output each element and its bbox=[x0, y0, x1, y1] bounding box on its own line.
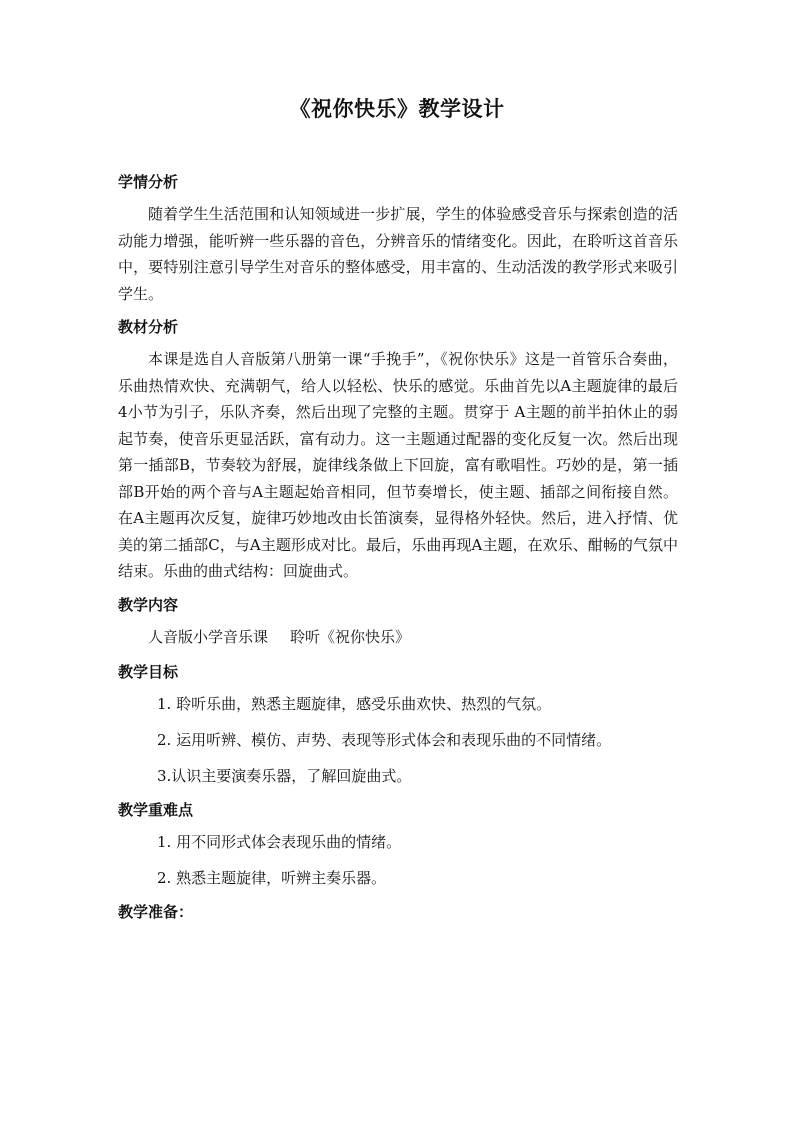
section-heading: 教学内容 bbox=[118, 595, 179, 614]
course-name: 人音版小学音乐课 bbox=[148, 627, 269, 646]
list-item: 1. 用不同形式体会表现乐曲的情绪。 bbox=[157, 832, 402, 851]
section-preparation bbox=[118, 901, 678, 923]
list-item: 2. 运用听辨、模仿、声势、表现等形式体会和表现乐曲的不同情绪。 bbox=[157, 730, 612, 749]
list-item: 2. 熟悉主题旋律，听辨主奏乐器。 bbox=[157, 868, 387, 887]
section-student-analysis bbox=[118, 171, 678, 307]
list-item: 3.认识主要演奏乐器，了解回旋曲式。 bbox=[157, 766, 412, 785]
section-heading: 教材分析 bbox=[118, 318, 179, 336]
section-material-analysis bbox=[118, 316, 678, 585]
paragraph: 本课是选自人音版第八册第一课“手挽手”，《祝你快乐》这是一首管乐合奏曲，乐曲热情欢快、充满朝气，给人以轻松、快乐的感觉。乐曲首先以A主题旋律的最后4小节为引子，乐队齐奏，然后出现了完整的主题。贯穿于 A主题的前半拍休止的弱起节奏，使音乐更显活跃，富有动力。这一主题通过配器的变化反复一次。然后出现第一插部B，节奏较为舒展，旋律线条做上下回旋，富有歌唱性。巧妙的是，第一插部B开始的两个音与A主题起始音相同，但节奏增长，使主题、插部之间衔接自然。在A主题再次反复，旋律巧妙地改由长笛演奏，显得格外轻快。然后，进入抒情、优美的第二插部C，与A主题形成对比。最后，乐曲再现A主题，在欢乐、酣畅的气氛中结束。乐曲的曲式结构：回旋曲式。 bbox=[118, 350, 678, 580]
list-item: 1. 聆听乐曲，熟悉主题旋律，感受乐曲欢快、热烈的气氛。 bbox=[157, 694, 552, 713]
teaching-content-line bbox=[118, 624, 678, 650]
section-key-points bbox=[118, 799, 678, 891]
document-body bbox=[118, 171, 678, 931]
section-heading: 学情分析 bbox=[118, 173, 179, 191]
section-heading: 教学目标 bbox=[118, 662, 179, 681]
document-title: 《祝你快乐》教学设计 bbox=[289, 97, 505, 121]
section-teaching-goals bbox=[118, 661, 678, 789]
section-heading: 教学准备： bbox=[118, 902, 194, 921]
paragraph: 随着学生生活范围和认知领域进一步扩展，学生的体验感受音乐与探索创造的活动能力增强，能听辨一些乐器的音色，分辨音乐的情绪变化。因此，在聆听这首音乐中，要特别注意引导学生对音乐的整体感受，用丰富的、生动活泼的教学形式来吸引学生。 bbox=[118, 205, 678, 303]
section-teaching-content bbox=[118, 594, 678, 650]
lesson-topic: 聆听《祝你快乐》 bbox=[290, 627, 411, 646]
section-heading: 教学重难点 bbox=[118, 800, 194, 819]
